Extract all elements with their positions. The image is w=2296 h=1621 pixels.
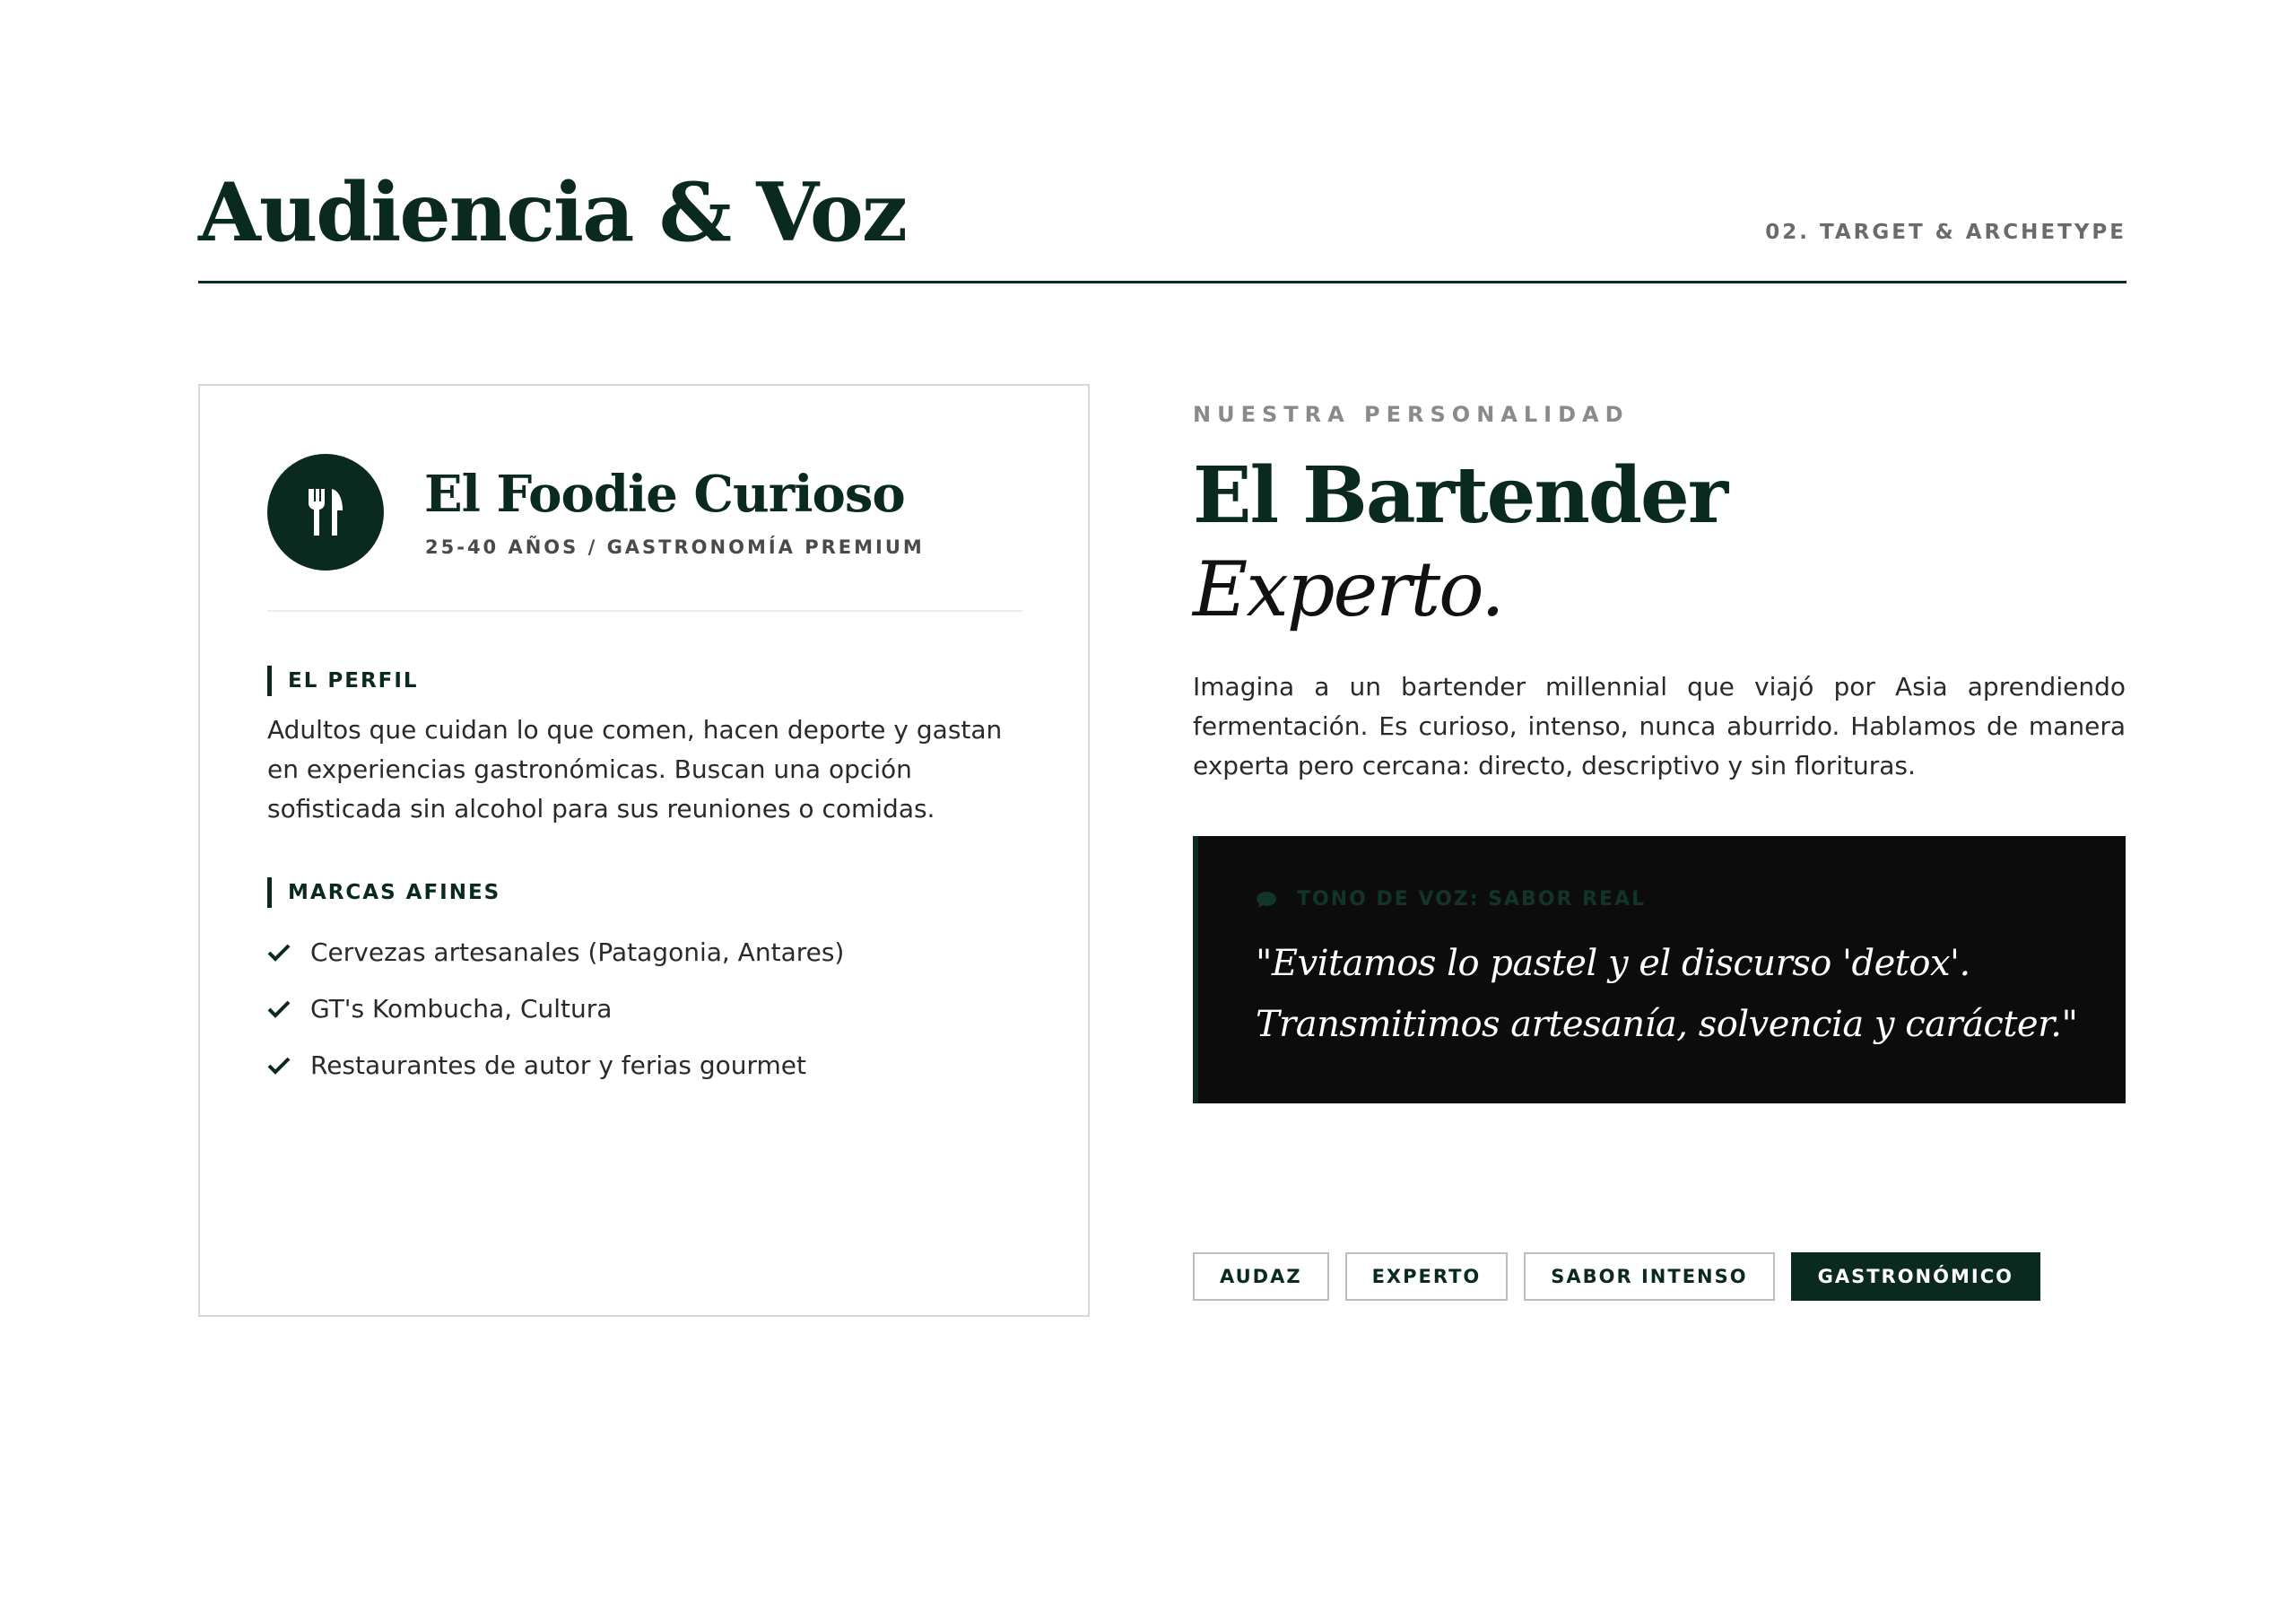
check-icon [267,1057,310,1075]
speech-bubble-icon [1256,891,1277,909]
list-item [267,980,1022,1037]
check-icon [267,944,310,962]
page-title: Audiencia & Voz [198,165,907,260]
archetype-description: Imagina a un bartender millennial que viajó por Asia aprendiendo fermentación. Es curioso, intenso, nunca aburrido. Hablamos de manera experta pero cercana: directo, descriptivo y sin florituras. [1193,672,2126,780]
persona-avatar [267,454,384,571]
section-code: 02. TARGET & ARCHETYPE [1765,221,2126,244]
persona-card [198,384,1090,1317]
quote-label-text: TONO DE VOZ: SABOR REAL [1297,888,1647,911]
page-header [198,161,2126,283]
tag-experto: EXPERTO [1345,1252,1509,1301]
voice-tone-quote [1193,836,2126,1103]
brand-label: Cervezas artesanales (Patagonia, Antares) [310,937,845,967]
persona-name: El Foodie Curioso [424,465,905,524]
profile-text: Adultos que cuidan lo que comen, hacen deporte y gastan en experiencias gastronómicas. Buscan una opción sofisticada sin alcohol para sus reuniones o comidas. [267,715,1003,824]
profile-label: EL PERFIL [267,666,419,696]
brands-list [267,924,1022,1094]
brand-label: GT's Kombucha, Cultura [310,994,613,1024]
persona-subtitle: 25-40 AÑOS / GASTRONOMÍA PREMIUM [425,536,925,558]
quote-label [1256,888,1646,911]
brand-label: Restaurantes de autor y ferias gourmet [310,1050,806,1080]
list-item [267,1037,1022,1094]
fork-knife-icon [305,489,346,536]
brands-label: MARCAS AFINES [267,877,500,908]
personality-eyebrow: NUESTRA PERSONALIDAD [1193,402,1630,427]
persona-header [267,454,1022,612]
tag-audaz: AUDAZ [1193,1252,1329,1301]
archetype-title: El Bartender [1193,450,1727,541]
tag-gastronomico: GASTRONÓMICO [1791,1252,2040,1301]
tag-sabor-intenso: SABOR INTENSO [1524,1252,1774,1301]
quote-text: "Evitamos lo pastel y el discurso 'detox'. Transmitimos artesanía, solvencia y carácter." [1256,943,2078,1045]
list-item [267,924,1022,980]
archetype-subtitle: Experto. [1193,545,1503,633]
check-icon [267,1000,310,1018]
personality-tags [1193,1252,2040,1301]
